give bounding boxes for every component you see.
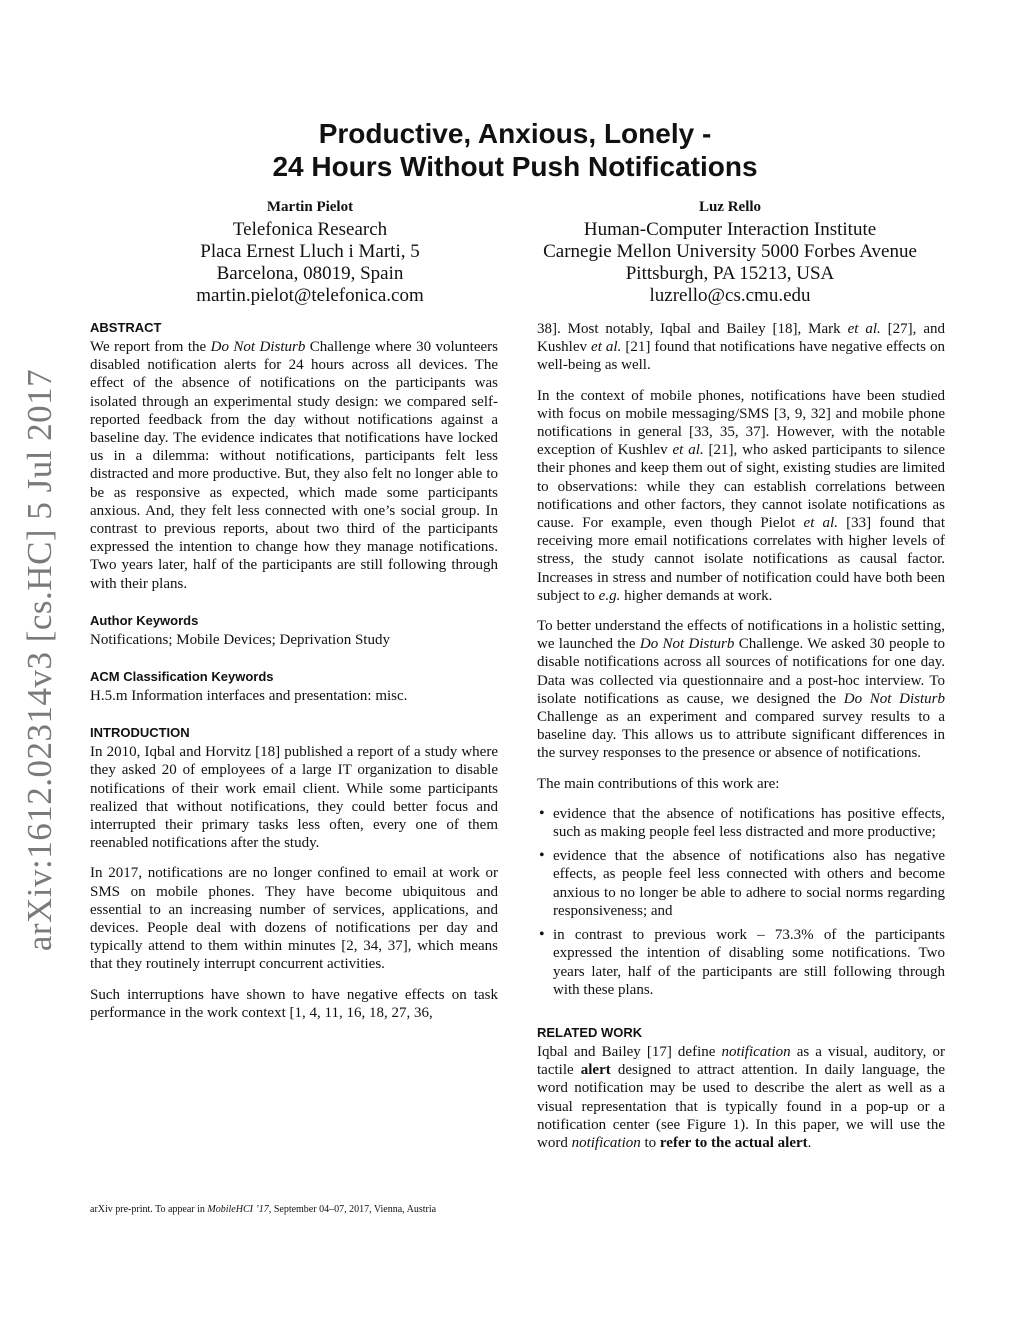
text-run: Challenge. We asked 30 people to disable notifications across all sources of notifications for one day. Data was collected via questionnaire and a post-hoc interview. To isolate notifications as cause, we designed the xyxy=(537,636,945,707)
author-affiliation: Human-Computer Interaction Institute xyxy=(583,219,877,240)
text-run: We report from the xyxy=(90,339,211,355)
emphasis: et al. xyxy=(672,442,704,459)
intro-continued-paragraph xyxy=(537,320,945,375)
author-name: Martin Pielot xyxy=(266,199,354,215)
author-keywords-heading: Author Keywords xyxy=(90,612,199,628)
introduction-paragraph-2: In 2017, notifications are no longer confined to email at work or SMS on mobile phones. They have become ubiquitous and essential to an increasing number of services, applications, and devices. People deal with dozens of notifications per day and typically attend to them within minutes [2, 34, 37], which means that they routinely interrupt concurrent activities. xyxy=(90,865,498,973)
bold-text: refer to the actual alert xyxy=(659,1134,808,1151)
challenge-paragraph xyxy=(537,617,945,763)
text-run: Iqbal and Bailey [17] define xyxy=(537,1043,722,1060)
contributions-intro: The main contributions of this work are: xyxy=(537,775,780,792)
emphasis: et al. xyxy=(591,339,622,356)
author-address-line-1: Placa Ernest Lluch i Marti, 5 xyxy=(200,241,420,262)
author-email: luzrello@cs.cmu.edu xyxy=(649,285,811,306)
contribution-item: • evidence that the absence of notifications also has negative effects, as people feel less connected with others and become anxious to no longer be able to adhere to social norms regarding responsiveness; and xyxy=(553,847,945,920)
author-keywords-section xyxy=(90,613,498,649)
author-name: Luz Rello xyxy=(698,199,762,215)
author-block-2 xyxy=(530,196,930,307)
author-block-1 xyxy=(140,196,480,307)
right-column xyxy=(537,320,945,1164)
emphasis: Do Not Disturb xyxy=(210,339,306,355)
text-run: In the context of mobile phones, notifications have been studied with focus on mobile messaging/SMS [3, 9, 32] and mobile phone notifications in general [33, 35, 37]. However, with the notable exception of Kushlev xyxy=(537,387,945,459)
bold-text: alert xyxy=(580,1062,611,1079)
abstract-section xyxy=(90,320,498,593)
arxiv-identifier: arXiv:1612.02314v3 [cs.HC] 5 Jul 2017 xyxy=(20,368,59,952)
emphasis: notification xyxy=(571,1134,641,1151)
text-run: [21] found that notifications have negative effects on well-being as well. xyxy=(537,339,945,374)
related-work-heading: RELATED WORK xyxy=(537,1024,643,1040)
text-run: as a visual, auditory, or tactile xyxy=(537,1043,945,1079)
acm-keywords-heading: ACM Classification Keywords xyxy=(90,669,274,685)
arxiv-stamp xyxy=(10,360,70,960)
emphasis: et al. xyxy=(847,321,881,337)
paper-title xyxy=(150,117,880,183)
text-run: 38]. Most notably, Iqbal and Bailey [18], Mark xyxy=(537,321,848,337)
introduction-paragraph-1: In 2010, Iqbal and Horvitz [18] published a report of a study where they asked 20 of employees of a large IT organization to disable notifications of their work email client. While some participants realized that without notifications, they could better focus and interrupted their primary tasks less often, every one of them reenabled notifications after the study. xyxy=(90,744,498,852)
introduction-heading: INTRODUCTION xyxy=(90,725,190,741)
footnote xyxy=(90,1204,436,1216)
text-run: [21], who asked participants to silence their phones and keep them out of sight, existing studies are limited to observations: while they can establish correlations between notifications and other factors, they cannot isolate notifications as cause. For example, even though Pielot xyxy=(537,442,945,532)
title-line-2: 24 Hours Without Push Notifications xyxy=(272,151,758,182)
text-run: To better understand the effects of notifications in a holistic setting, we launched the xyxy=(537,618,945,653)
author-affiliation: Telefonica Research xyxy=(232,219,388,240)
emphasis: Do Not Disturb xyxy=(843,690,945,707)
title-line-1: Productive, Anxious, Lonely - xyxy=(318,118,712,149)
text-run: designed to attract attention. In daily language, the word notification may be used to describe the alert as well as a visual representation that is typically found in a pop-up or a notification center (see Figure 1). In this paper, we will use the word xyxy=(537,1062,945,1151)
related-work-section xyxy=(537,1025,945,1152)
text-run: higher demands at work. xyxy=(620,587,773,604)
text-run: arXiv pre-print. To appear in xyxy=(90,1204,208,1215)
author-keywords-text: Notifications; Mobile Devices; Deprivation Study xyxy=(90,631,390,648)
related-work-paragraph xyxy=(537,1043,945,1152)
abstract-heading: ABSTRACT xyxy=(90,320,162,335)
abstract-paragraph xyxy=(90,338,498,593)
text-run: . xyxy=(807,1134,812,1151)
text-run: Challenge as an experiment and compared survey results to a baseline day. This allows us to attribute significant differences in the survey responses to the presence or absence of notifications. xyxy=(537,709,945,762)
text-run: [33] found that receiving more email notifications correlates with higher levels of stress, the study cannot isolate notifications as causal factor. Increases in stress and number of notification could have both been subject to xyxy=(537,515,945,604)
text-run: , September 04–07, 2017, Vienna, Austria xyxy=(268,1204,437,1215)
contributions-list xyxy=(537,805,945,999)
introduction-paragraph-3: Such interruptions have shown to have negative effects on task performance in the work context [1, 4, 11, 16, 18, 27, 36, xyxy=(90,986,498,1021)
text-run: [27], and Kushlev xyxy=(537,321,945,356)
author-email: martin.pielot@telefonica.com xyxy=(196,285,424,306)
author-address-line-2: Barcelona, 08019, Spain xyxy=(216,263,404,284)
author-address-line-1: Carnegie Mellon University 5000 Forbes Avenue xyxy=(543,241,917,262)
introduction-section xyxy=(90,725,498,1022)
mobile-context-paragraph xyxy=(537,387,945,605)
emphasis: MobileHCI ’17 xyxy=(207,1204,269,1215)
acm-keywords-text: H.5.m Information interfaces and presentation: misc. xyxy=(90,688,408,705)
emphasis: notification xyxy=(721,1043,791,1060)
acm-keywords-section xyxy=(90,669,498,705)
contribution-item: • evidence that the absence of notifications has positive effects, such as making people feel less distracted and more productive; xyxy=(553,805,945,841)
emphasis: et al. xyxy=(803,515,838,532)
text-run: Challenge where 30 volunteers disabled notification alerts for 24 hours across all devices. The effect of the absence of notifications on the participants was isolated through an experimental study design: we compared self-reported feedback from the day without notifications against a baseline day. The evidence indicates that notifications have locked us in a dilemma: without notifications, participants felt less distracted and more productive. But, they also felt no longer able to be as responsive as expected, which made some participants anxious. And, they felt less connected with one’s social group. In contrast to previous reports, about two third of the participants expressed the intention to change how they manage notifications. Two years later, half of the participants are still following through with their plans. xyxy=(90,339,498,592)
text-run: to xyxy=(640,1134,660,1151)
emphasis: Do Not Disturb xyxy=(639,636,735,653)
emphasis: e.g. xyxy=(598,587,621,604)
left-column xyxy=(90,320,498,1034)
author-address-line-2: Pittsburgh, PA 15213, USA xyxy=(625,263,835,284)
contribution-item: • in contrast to previous work – 73.3% of the participants expressed the intention of disabling some notifications. Two years later, half of the participants are still following through with these plans. xyxy=(553,926,945,999)
